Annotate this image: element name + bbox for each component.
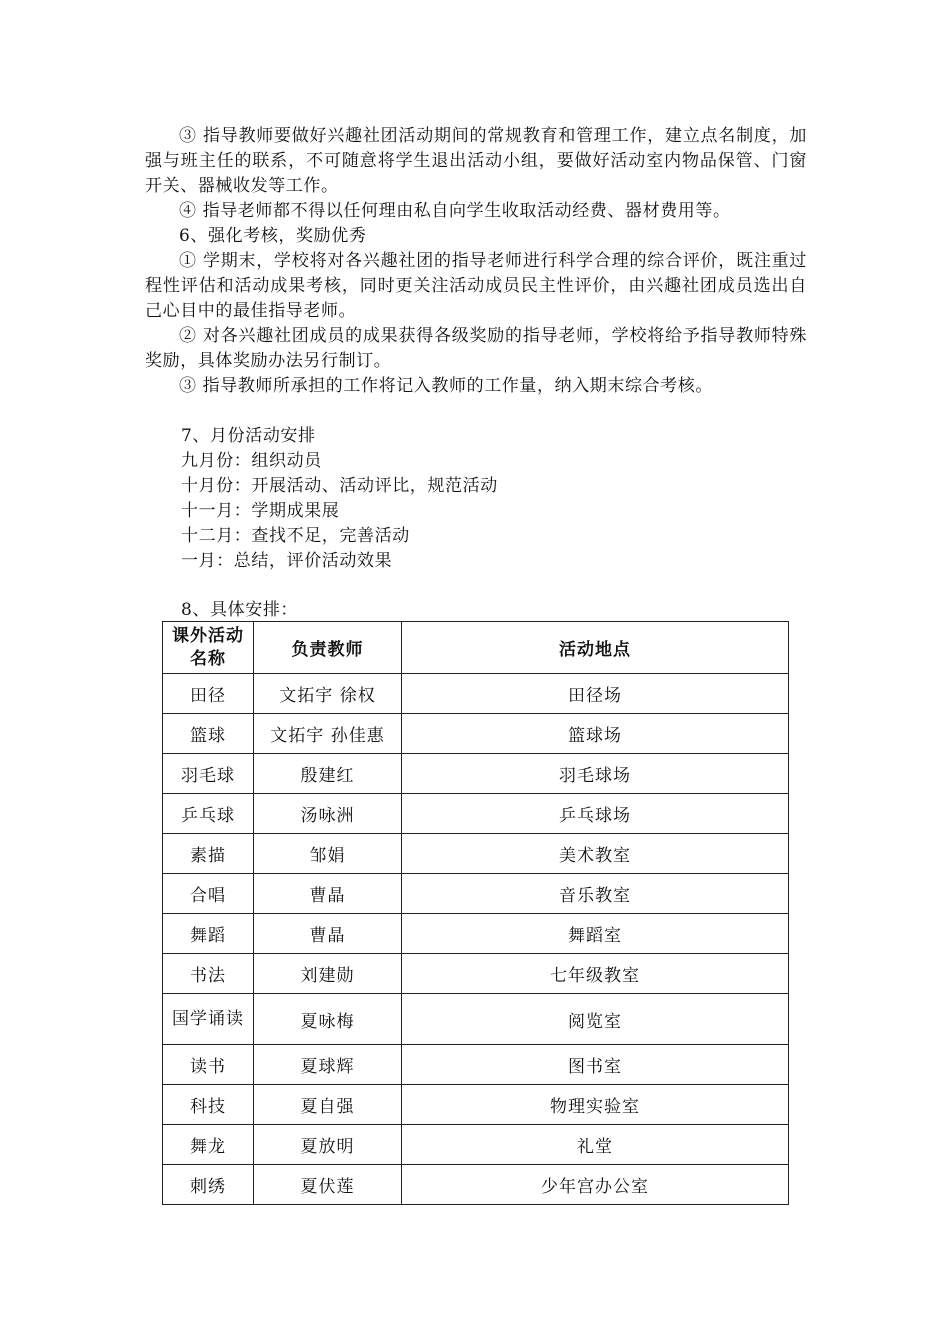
table-header-row bbox=[163, 622, 789, 674]
activity-cell: 刺绣 bbox=[163, 1165, 254, 1205]
teacher-cell: 夏咏梅 bbox=[254, 994, 402, 1045]
schedule-table bbox=[162, 621, 789, 1205]
location-cell: 少年宫办公室 bbox=[402, 1165, 789, 1205]
monthly-item: 十二月：查找不足，完善活动 bbox=[181, 526, 410, 546]
header-location: 活动地点 bbox=[402, 622, 789, 674]
table-row bbox=[163, 754, 789, 794]
teacher-cell: 夏伏莲 bbox=[254, 1165, 402, 1205]
section-heading-monthly: 7、月份活动安排 bbox=[181, 426, 316, 446]
location-cell: 乒乓球场 bbox=[402, 794, 789, 834]
location-cell: 物理实验室 bbox=[402, 1085, 789, 1125]
monthly-item: 一月：总结，评价活动效果 bbox=[181, 551, 393, 571]
activity-cell: 田径 bbox=[163, 674, 254, 714]
paragraph-workload: ③ 指导教师所承担的工作将记入教师的工作量，纳入期末综合考核。 bbox=[179, 376, 714, 396]
location-cell: 阅览室 bbox=[402, 994, 789, 1045]
table-row bbox=[163, 1045, 789, 1085]
location-cell: 图书室 bbox=[402, 1045, 789, 1085]
teacher-cell: 夏放明 bbox=[254, 1125, 402, 1165]
activity-cell: 舞龙 bbox=[163, 1125, 254, 1165]
activity-cell: 国学诵读 bbox=[163, 994, 254, 1045]
activity-cell: 合唱 bbox=[163, 874, 254, 914]
section-heading-schedule: 8、具体安排： bbox=[181, 600, 299, 620]
teacher-cell: 殷建红 bbox=[254, 754, 402, 794]
table-row bbox=[163, 914, 789, 954]
table-row bbox=[163, 834, 789, 874]
activity-cell: 羽毛球 bbox=[163, 754, 254, 794]
table-row bbox=[163, 1085, 789, 1125]
table-row bbox=[163, 1125, 789, 1165]
location-cell: 礼堂 bbox=[402, 1125, 789, 1165]
header-teacher: 负责教师 bbox=[254, 622, 402, 674]
location-cell: 田径场 bbox=[402, 674, 789, 714]
header-activity-name: 课外活动名称 bbox=[163, 622, 254, 674]
monthly-item: 九月份：组织动员 bbox=[181, 451, 322, 471]
paragraph-awards: ② 对各兴趣社团成员的成果获得各级奖励的指导老师，学校将给予指导教师特殊奖励，具体奖励办法另行制订。 bbox=[145, 326, 807, 371]
location-cell: 篮球场 bbox=[402, 714, 789, 754]
table-row bbox=[163, 714, 789, 754]
teacher-cell: 邹娟 bbox=[254, 834, 402, 874]
monthly-item: 十月份：开展活动、活动评比，规范活动 bbox=[181, 476, 498, 496]
location-cell: 七年级教室 bbox=[402, 954, 789, 994]
location-cell: 音乐教室 bbox=[402, 874, 789, 914]
teacher-cell: 曹晶 bbox=[254, 874, 402, 914]
activity-cell: 篮球 bbox=[163, 714, 254, 754]
section-heading-assessment: 6、强化考核，奖励优秀 bbox=[179, 226, 367, 246]
paragraph-teacher-duties: ③ 指导教师要做好兴趣社团活动期间的常规教育和管理工作，建立点名制度，加强与班主任的联系，不可随意将学生退出活动小组，要做好活动室内物品保管、门窗开关、器械收发等工作。 bbox=[145, 126, 807, 196]
location-cell: 舞蹈室 bbox=[402, 914, 789, 954]
teacher-cell: 曹晶 bbox=[254, 914, 402, 954]
teacher-cell: 汤咏洲 bbox=[254, 794, 402, 834]
paragraph-evaluation: ① 学期末，学校将对各兴趣社团的指导老师进行科学合理的综合评价，既注重过程性评估和活动成果考核，同时更关注活动成员民主性评价，由兴趣社团成员选出自己心目中的最佳指导老师。 bbox=[145, 251, 807, 321]
teacher-cell: 夏球辉 bbox=[254, 1045, 402, 1085]
table-row bbox=[163, 794, 789, 834]
monthly-item: 十一月：学期成果展 bbox=[181, 501, 340, 521]
location-cell: 美术教室 bbox=[402, 834, 789, 874]
table-row bbox=[163, 954, 789, 994]
location-cell: 羽毛球场 bbox=[402, 754, 789, 794]
activity-cell: 科技 bbox=[163, 1085, 254, 1125]
activity-cell: 读书 bbox=[163, 1045, 254, 1085]
teacher-cell: 文拓宇 徐权 bbox=[254, 674, 402, 714]
activity-cell: 舞蹈 bbox=[163, 914, 254, 954]
table-row bbox=[163, 674, 789, 714]
table-row bbox=[163, 1165, 789, 1205]
teacher-cell: 夏自强 bbox=[254, 1085, 402, 1125]
table-row bbox=[163, 874, 789, 914]
activity-cell: 素描 bbox=[163, 834, 254, 874]
activity-cell: 书法 bbox=[163, 954, 254, 994]
teacher-cell: 刘建勋 bbox=[254, 954, 402, 994]
paragraph-no-fees: ④ 指导老师都不得以任何理由私自向学生收取活动经费、器材费用等。 bbox=[179, 201, 731, 221]
teacher-cell: 文拓宇 孙佳惠 bbox=[254, 714, 402, 754]
activity-cell: 乒乓球 bbox=[163, 794, 254, 834]
table-row bbox=[163, 994, 789, 1045]
